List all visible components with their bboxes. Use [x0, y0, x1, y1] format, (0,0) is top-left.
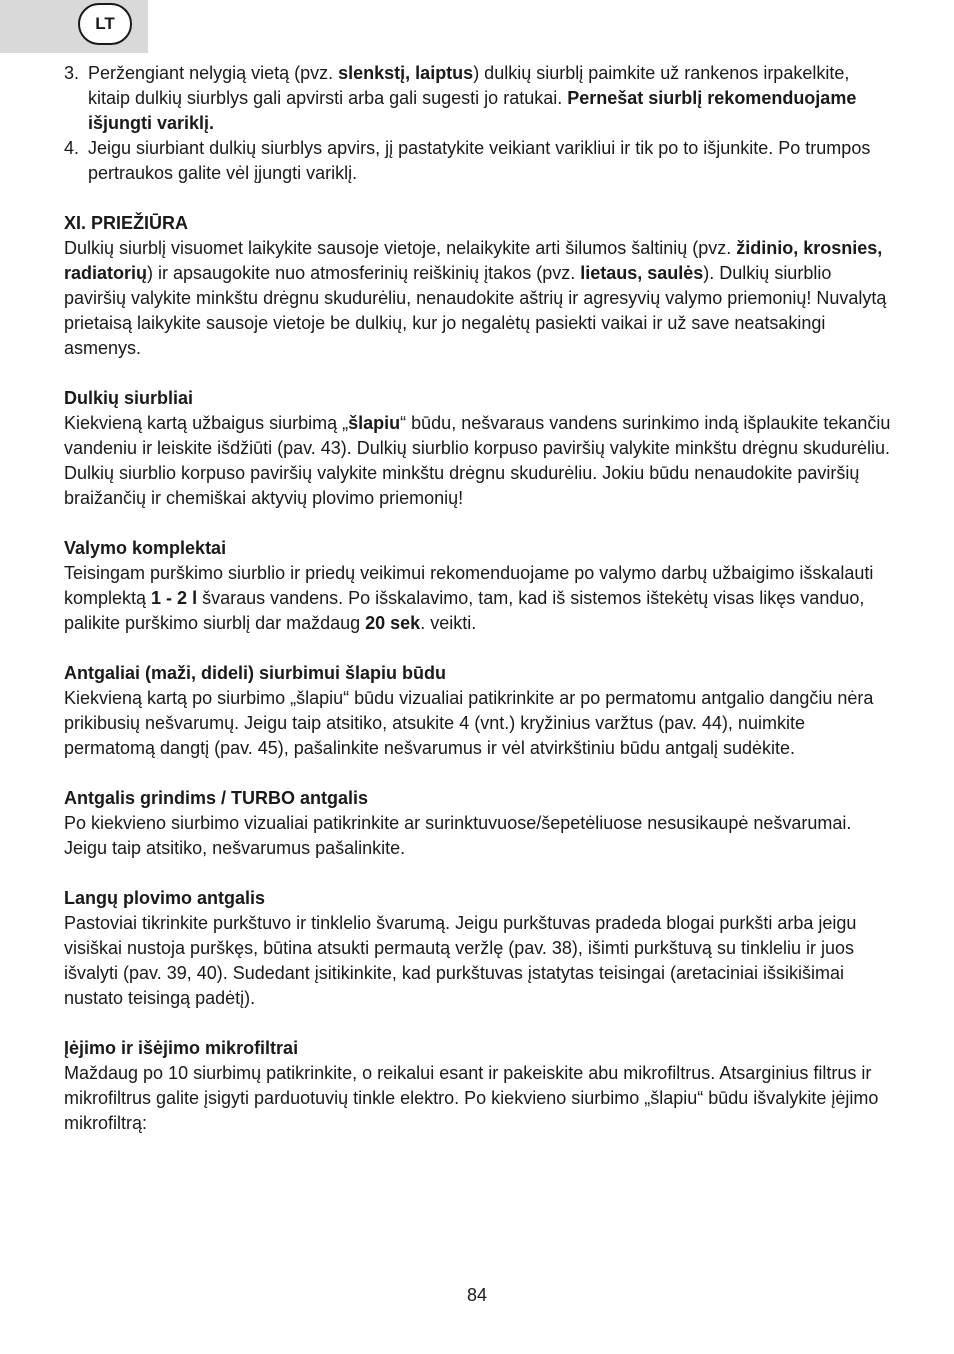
- section-body-vacuum-cleaners: Kiekvieną kartą užbaigus siurbimą „šlapiu“ būdu, nešvaraus vandens surinkimo indą išplaukite tekančiu vandeniu ir leiskite išdžiūti (pav. 43). Dulkių siurblio korpuso paviršių valykite minkštu drėgnu skudurėliu. Dulkių siurblio korpuso paviršių valykite minkštu drėgnu skudurėliu. Jokiu būdu nenaudokite paviršių braižančių ir chemiškai aktyvių plovimo priemonių!: [64, 413, 891, 508]
- section-title-cleaning-kits: Valymo komplektai: [64, 538, 227, 558]
- section-title-maintenance: XI. PRIEŽIŪRA: [64, 213, 189, 233]
- section-title-window-nozzle: Langų plovimo antgalis: [64, 888, 266, 908]
- section-body-microfilters: Maždaug po 10 siurbimų patikrinkite, o reikalui esant ir pakeiskite abu mikrofiltrus. Atsarginius filtrus ir mikrofiltrus galite įsigyti parduotuvių tinkle elektro. Po kiekvieno siurbimo „šlapiu“ būdu išvalykite įėjimo mikrofiltrą:: [64, 1063, 879, 1133]
- section-body-maintenance: Dulkių siurblį visuomet laikykite sausoje vietoje, nelaikykite arti šilumos šaltinių (pvz. židinio, krosnies, radiatorių) ir apsaugokite nuo atmosferinių reiškinių įtakos (pvz. lietaus, saulės). Dulkių siurblio paviršių valykite minkštu drėgnu skudurėliu, nenaudokite aštrių ir agresyvių valymo priemonių! Nuvalytą prietaisą laikykite sausoje vietoje be dulkių, kur jo negalėtų pasiekti vaikai ir už save neatsakingi asmenys.: [64, 238, 887, 358]
- section-body-wet-nozzles: Kiekvieną kartą po siurbimo „šlapiu“ būdu vizualiai patikrinkite ar po permatomu antgalio dangčiu nėra prikibusių nešvarumų. Jeigu taip atsitiko, atsukite 4 (vnt.) kryžinius varžtus (pav. 44), nuimkite permatomą dangtį (pav. 45), pašalinkite nešvarumus ir vėl atvirkštiniu būdu antgalį sudėkite.: [64, 688, 874, 758]
- section-title-floor-nozzle: Antgalis grindims / TURBO antgalis: [64, 788, 369, 808]
- section-body-cleaning-kits: Teisingam purškimo siurblio ir priedų veikimui rekomenduojame po valymo darbų užbaigimo išskalauti komplektą 1 - 2 l švaraus vandens. Po išskalavimo, tam, kad iš sistemos ištekėtų visas likęs vanduo, palikite purškimo siurblį dar maždaug 20 sek. veikti.: [64, 563, 874, 633]
- section-title-wet-nozzles: Antgaliai (maži, dideli) siurbimui šlapiu būdu: [64, 663, 447, 683]
- section-body-window-nozzle: Pastoviai tikrinkite purkštuvo ir tinklelio švarumą. Jeigu purkštuvas pradeda blogai purkšti arba jeigu visiškai nustoja purškęs, būtina atsukti permautą veržlę (pav. 38), išimti purkštuvą su tinkleliu ir juos išvalyti (pav. 39, 40). Sudedant įsitikinkite, kad purkštuvas įstatytas teisingai (aretaciniai išsikišimai nustato teisingą padėtį).: [64, 913, 857, 1008]
- list-number: 3.: [64, 63, 80, 83]
- language-tab: [0, 0, 148, 53]
- list-text: Peržengiant nelygią vietą (pvz. slenkstį, laiptus) dulkių siurblį paimkite už rankenos irpakelkite, kitaip dulkių siurblys gali apvirsti arba gali sugesti jo ratukai. Pernešat siurblį rekomenduojame išjungti variklį.: [88, 63, 857, 133]
- language-badge: LT: [78, 3, 132, 45]
- list-number: 4.: [64, 138, 80, 158]
- section-title-microfilters: Įėjimo ir išėjimo mikrofiltrai: [64, 1038, 299, 1058]
- list-text: Jeigu siurbiant dulkių siurblys apvirs, jį pastatykite veikiant varikliui ir tik po to išjunkite. Po trumpos pertraukos galite vėl įjungti variklį.: [88, 138, 871, 183]
- page-number: 84: [466, 1285, 488, 1305]
- list-item-4: [64, 136, 894, 186]
- document-body: [64, 61, 894, 1136]
- section-title-vacuum-cleaners: Dulkių siurbliai: [64, 388, 194, 408]
- section-body-floor-nozzle: Po kiekvieno siurbimo vizualiai patikrinkite ar surinktuvuose/šepetėliuose nesusikaupė nešvarumai. Jeigu taip atsitiko, nešvarumus pašalinkite.: [64, 813, 852, 858]
- list-item-3: [64, 61, 894, 136]
